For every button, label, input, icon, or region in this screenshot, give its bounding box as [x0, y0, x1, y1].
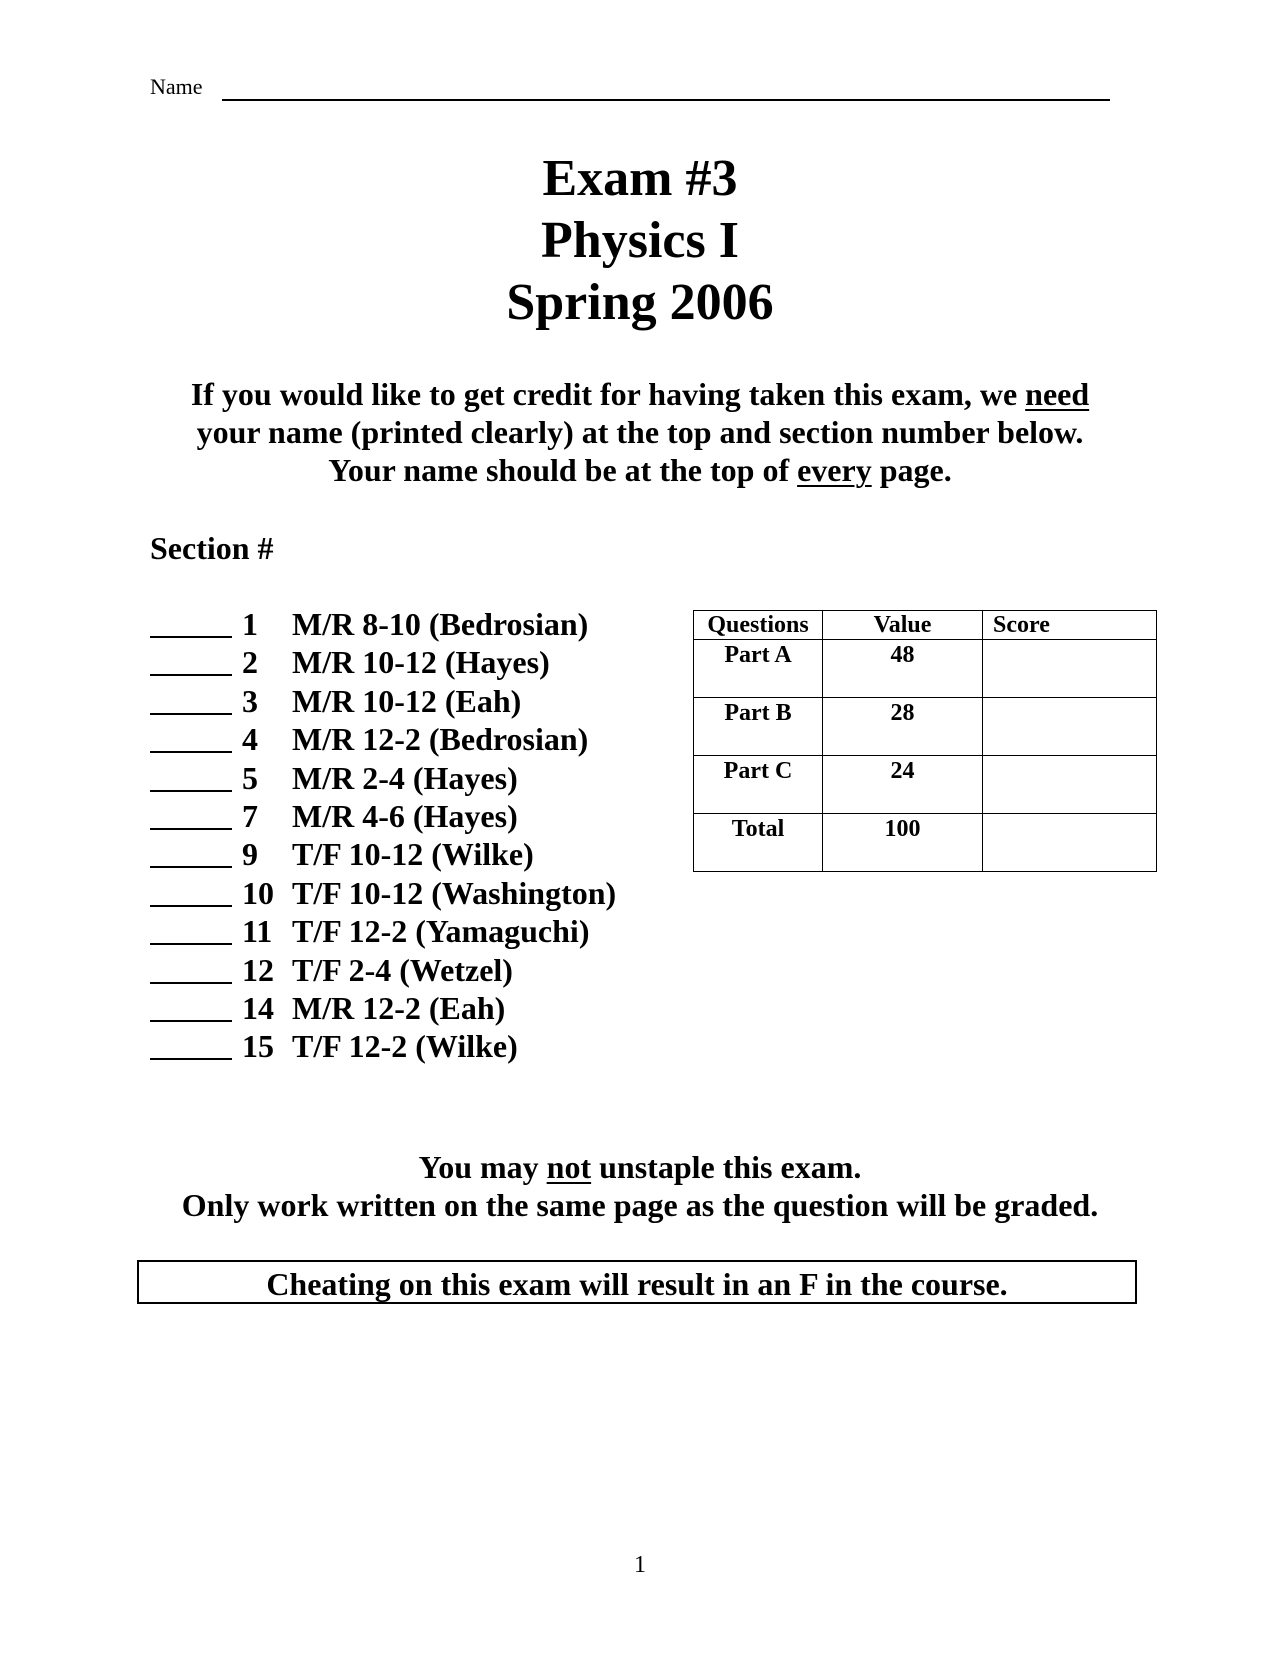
section-number: 10: [242, 874, 274, 911]
score-table-header-row: [694, 611, 1157, 640]
section-checkbox-blank[interactable]: [150, 982, 232, 984]
section-row: [150, 1027, 670, 1065]
section-checkbox-blank[interactable]: [150, 1020, 232, 1022]
notes-line-1: [0, 1148, 1280, 1186]
instructions-line-1-text: If you would like to get credit for having taken this exam, we: [190, 376, 1026, 412]
name-field[interactable]: [150, 74, 1110, 102]
instructions: [0, 375, 1280, 489]
table-row: [694, 756, 1157, 814]
section-description: M/R 10-12 (Hayes): [292, 644, 550, 681]
cheating-warning-box: Cheating on this exam will result in an F in the course.: [137, 1260, 1137, 1304]
section-number: 1: [242, 606, 258, 642]
value-cell: 48: [823, 640, 983, 698]
section-number: 15: [242, 1028, 274, 1065]
section-description: M/R 4-6 (Hayes): [292, 797, 518, 834]
question-cell: Total: [694, 814, 823, 872]
title-line-1: Exam #3: [542, 150, 738, 207]
section-number: 14: [242, 989, 274, 1026]
value-cell: 100: [823, 814, 983, 872]
section-row: [150, 605, 670, 643]
section-description: M/R 2-4 (Hayes): [292, 759, 518, 796]
section-checkbox-blank[interactable]: [150, 674, 232, 676]
section-row: [150, 912, 670, 950]
section-row: [150, 989, 670, 1027]
instructions-line-3-end: page.: [871, 452, 952, 488]
section-row: [150, 835, 670, 873]
section-description: T/F 12-2 (Wilke): [292, 1028, 518, 1065]
emphasis-need: need: [1025, 376, 1090, 412]
name-underline[interactable]: [222, 99, 1110, 101]
title-line-2: Physics I: [541, 212, 739, 269]
instructions-line-1: [0, 375, 1280, 413]
section-row: [150, 797, 670, 835]
score-cell[interactable]: [983, 640, 1157, 698]
section-number: 4: [242, 721, 258, 758]
exam-notes: [0, 1148, 1280, 1224]
header-questions: Questions: [694, 611, 823, 640]
notes-line-1-end: unstaple this exam.: [591, 1149, 862, 1185]
section-checkbox-blank[interactable]: [150, 828, 232, 830]
section-number: 9: [242, 836, 258, 873]
instructions-line-3-text: Your name should be at the top of: [328, 452, 798, 488]
section-description: M/R 10-12 (Eah): [292, 682, 522, 719]
section-checkbox-blank[interactable]: [150, 751, 232, 753]
section-checkbox-blank[interactable]: [150, 636, 232, 638]
table-row: [694, 640, 1157, 698]
instructions-line-2: your name (printed clearly) at the top and section number below.: [196, 414, 1084, 450]
header-score: Score: [983, 611, 1157, 640]
value-cell: 24: [823, 756, 983, 814]
value-cell: 28: [823, 698, 983, 756]
section-description: T/F 2-4 (Wetzel): [292, 951, 513, 988]
section-number: 12: [242, 951, 274, 988]
section-row: [150, 720, 670, 758]
section-row: [150, 643, 670, 681]
page-number: 1: [634, 1552, 646, 1578]
section-description: T/F 10-12 (Wilke): [292, 836, 534, 873]
table-row: [694, 698, 1157, 756]
title-line-3: Spring 2006: [506, 274, 774, 331]
section-row: [150, 874, 670, 912]
table-row: [694, 814, 1157, 872]
emphasis-not: not: [546, 1149, 592, 1185]
section-number: 5: [242, 759, 258, 796]
emphasis-every: every: [797, 452, 872, 488]
section-number: 11: [242, 913, 273, 950]
section-checkbox-blank[interactable]: [150, 1058, 232, 1060]
score-table: [693, 610, 1157, 872]
section-description: T/F 10-12 (Washington): [292, 874, 617, 911]
section-number: 2: [242, 644, 258, 681]
section-description: T/F 12-2 (Yamaguchi): [292, 913, 590, 950]
notes-line-1-start: You may: [418, 1149, 547, 1185]
instructions-line-3: [0, 451, 1280, 489]
section-list: [150, 605, 670, 1066]
section-heading: Section #: [150, 530, 274, 566]
section-number: 3: [242, 682, 258, 719]
header-value: Value: [823, 611, 983, 640]
score-cell[interactable]: [983, 756, 1157, 814]
section-checkbox-blank[interactable]: [150, 713, 232, 715]
section-checkbox-blank[interactable]: [150, 866, 232, 868]
section-checkbox-blank[interactable]: [150, 790, 232, 792]
section-description: M/R 8-10 (Bedrosian): [292, 606, 589, 642]
exam-title: [0, 148, 1280, 334]
section-description: M/R 12-2 (Eah): [292, 989, 506, 1026]
section-description: M/R 12-2 (Bedrosian): [292, 721, 589, 758]
score-cell[interactable]: [983, 814, 1157, 872]
section-number: 7: [242, 797, 258, 834]
section-checkbox-blank[interactable]: [150, 943, 232, 945]
section-checkbox-blank[interactable]: [150, 905, 232, 907]
score-cell[interactable]: [983, 698, 1157, 756]
section-row: [150, 951, 670, 989]
question-cell: Part A: [694, 640, 823, 698]
section-row: [150, 759, 670, 797]
question-cell: Part C: [694, 756, 823, 814]
question-cell: Part B: [694, 698, 823, 756]
name-label: Name: [150, 74, 203, 99]
section-row: [150, 682, 670, 720]
notes-line-2: Only work written on the same page as the question will be graded.: [181, 1187, 1099, 1223]
